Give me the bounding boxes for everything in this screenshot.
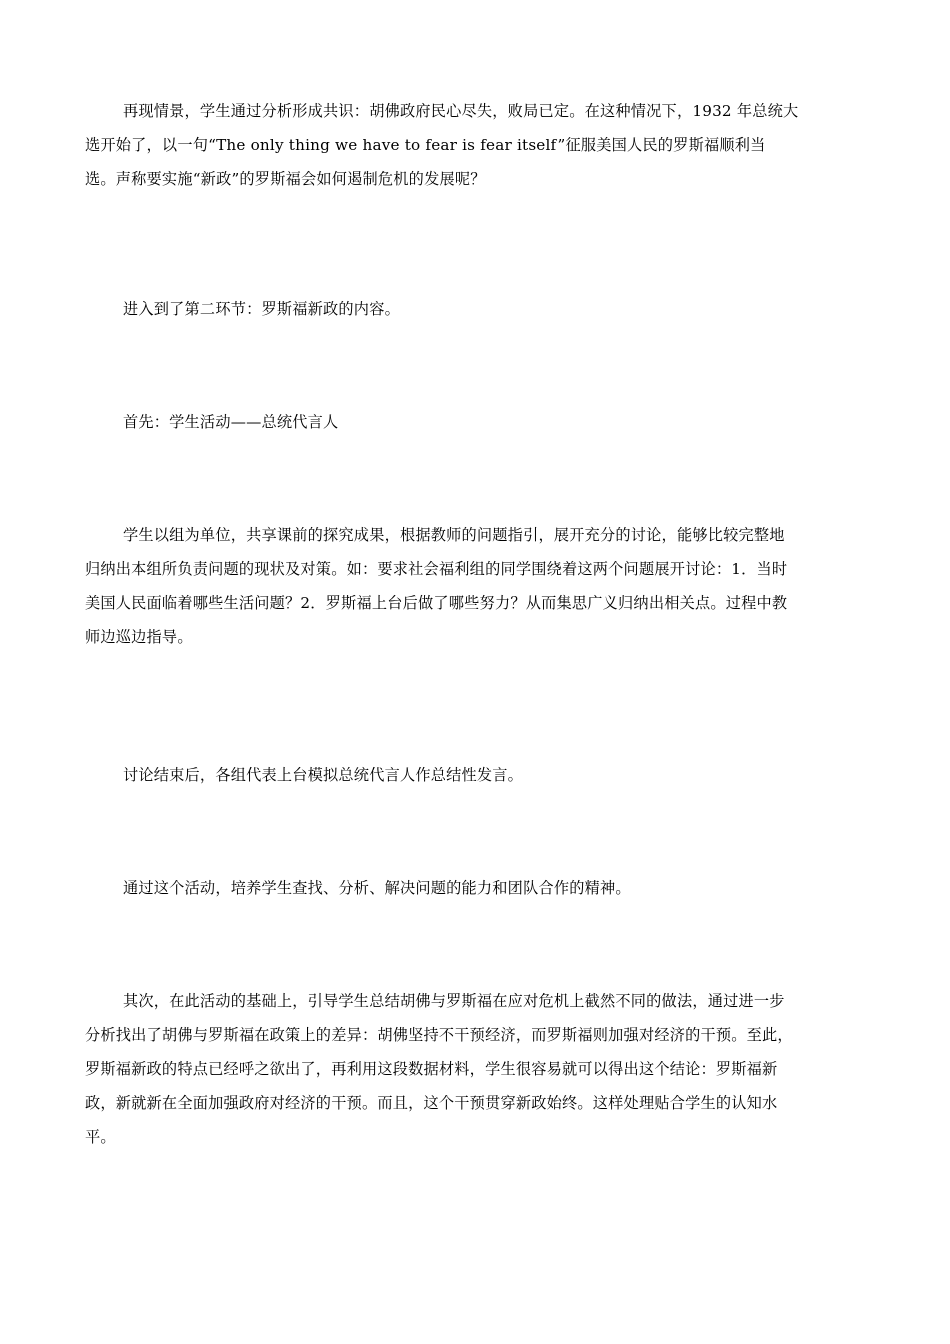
text-line: 师边巡边指导。 xyxy=(85,628,193,646)
text-line: 美国人民面临着哪些生活问题？2．罗斯福上台后做了哪些努力？从而集思广义归纳出相关点。过程中教 xyxy=(85,594,788,612)
text-line: 罗斯福新政的特点已经呼之欲出了，再利用这段数据材料，学生很容易就可以得出这个结论：罗斯福新 xyxy=(85,1060,778,1078)
paragraph-activity-goal xyxy=(85,871,865,905)
text-line: 选开始了，以一句“The only thing we have to fear is fear itself”征服美国人民的罗斯福顺利当 xyxy=(85,136,766,154)
text-line: 学生以组为单位，共享课前的探究成果，根据教师的问题指引，展开充分的讨论，能够比较完整地 xyxy=(123,526,785,544)
text-line: 进入到了第二环节：罗斯福新政的内容。 xyxy=(123,300,400,318)
text-line: 归纳出本组所负责问题的现状及对策。如：要求社会福利组的同学围绕着这两个问题展开讨论：1．当时 xyxy=(85,560,788,578)
text-line: 讨论结束后，各组代表上台模拟总统代言人作总结性发言。 xyxy=(123,766,524,784)
text-line: 平。 xyxy=(85,1128,116,1146)
text-line: 选。声称要实施“新政”的罗斯福会如何遏制危机的发展呢？ xyxy=(85,170,486,188)
paragraph-discussion-end xyxy=(85,758,865,792)
text-line: 再现情景，学生通过分析形成共识：胡佛政府民心尽失，败局已定。在这种情况下，1932 年总统大 xyxy=(123,102,799,120)
paragraph-group-discussion xyxy=(85,518,865,654)
paragraph-intro xyxy=(85,94,865,196)
paragraph-comparison xyxy=(85,984,865,1154)
text-line: 通过这个活动，培养学生查找、分析、解决问题的能力和团队合作的精神。 xyxy=(123,879,631,897)
paragraph-second-stage xyxy=(85,292,865,326)
paragraph-student-activity xyxy=(85,405,865,439)
text-line: 分析找出了胡佛与罗斯福在政策上的差异：胡佛坚持不干预经济，而罗斯福则加强对经济的干预。至此， xyxy=(85,1026,793,1044)
text-line: 其次，在此活动的基础上，引导学生总结胡佛与罗斯福在应对危机上截然不同的做法，通过进一步 xyxy=(123,992,785,1010)
text-line: 政，新就新在全面加强政府对经济的干预。而且，这个干预贯穿新政始终。这样处理贴合学生的认知水 xyxy=(85,1094,778,1112)
text-line: 首先：学生活动——总统代言人 xyxy=(123,413,339,431)
